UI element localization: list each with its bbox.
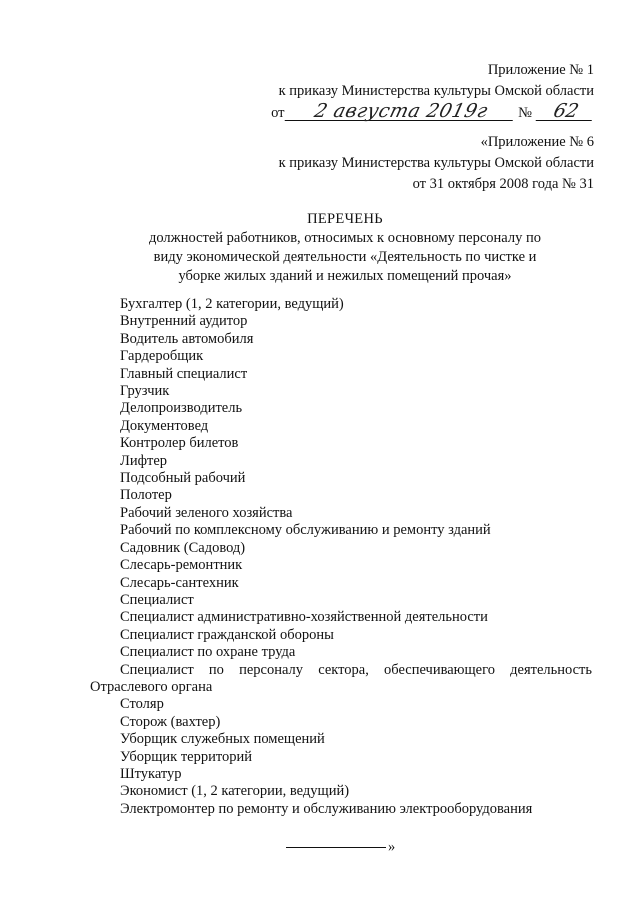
- list-item: Уборщик территорий: [120, 748, 253, 765]
- title-line-2: виду экономической деятельности «Деятельность по чистке и: [153, 249, 537, 265]
- list-item: Специалист: [120, 591, 194, 608]
- title-heading: ПЕРЕЧЕНЬ: [307, 211, 383, 227]
- list-item: Внутренний аудитор: [120, 313, 248, 330]
- document-title: [100, 210, 590, 286]
- appendix-number: Приложение № 1: [487, 62, 594, 78]
- list-item: Водитель автомобиля: [120, 330, 254, 347]
- date-prefix: от: [271, 105, 285, 121]
- handwritten-date: 2 августа 2019г: [284, 102, 517, 121]
- list-item: Слесарь-сантехник: [120, 574, 239, 591]
- list-item: Слесарь-ремонтник: [120, 557, 243, 574]
- list-item: Уборщик служебных помещений: [120, 731, 325, 748]
- list-item: Главный специалист: [120, 365, 248, 382]
- original-appendix-header: [279, 132, 594, 195]
- list-item: Специалист по персоналу сектора, обеспечивающего деятельность Отраслевого органа: [90, 661, 592, 695]
- list-item: Лифтер: [120, 452, 168, 469]
- handwritten-number: 62: [536, 102, 597, 121]
- list-item: Садовник (Садовод): [120, 539, 246, 556]
- list-item: Столяр: [120, 696, 164, 713]
- list-item: Документовед: [120, 417, 209, 434]
- original-order-date: от 31 октября 2008 года № 31: [412, 176, 594, 192]
- list-item: Грузчик: [120, 383, 170, 400]
- closing-rule: [286, 847, 386, 848]
- order-date-line: [271, 102, 594, 124]
- list-item: Специалист по охране труда: [120, 644, 296, 661]
- list-item: Электромонтер по ремонту и обслуживанию электрооборудования: [120, 800, 533, 817]
- title-line-1: должностей работников, относимых к основному персоналу по: [149, 230, 541, 246]
- list-item: Специалист административно-хозяйственной деятельности: [120, 609, 488, 626]
- list-item: Бухгалтер (1, 2 категории, ведущий): [120, 296, 344, 312]
- positions-list: [90, 296, 592, 818]
- closing-line: [286, 838, 395, 856]
- number-prefix: №: [518, 105, 532, 121]
- list-item: Подсобный рабочий: [120, 470, 246, 487]
- list-item: Рабочий по комплексному обслуживанию и ремонту зданий: [120, 522, 491, 539]
- list-item: Экономист (1, 2 категории, ведущий): [120, 783, 350, 800]
- appendix-header: [271, 60, 594, 124]
- list-item: Рабочий зеленого хозяйства: [120, 504, 293, 521]
- list-item: Гардеробщик: [120, 348, 204, 365]
- list-item: Штукатур: [120, 765, 182, 782]
- original-order-reference: к приказу Министерства культуры Омской области: [278, 155, 594, 171]
- original-appendix-number: «Приложение № 6: [480, 134, 594, 150]
- list-item: Специалист гражданской обороны: [120, 626, 334, 643]
- order-reference: к приказу Министерства культуры Омской области: [278, 83, 594, 99]
- list-item: Полотер: [120, 487, 172, 504]
- list-item: Сторож (вахтер): [120, 713, 221, 730]
- list-item: Контролер билетов: [120, 435, 239, 452]
- closing-quote: »: [388, 839, 396, 855]
- title-line-3: уборке жилых зданий и нежилых помещений прочая»: [178, 268, 512, 284]
- list-item: Делопроизводитель: [120, 400, 243, 417]
